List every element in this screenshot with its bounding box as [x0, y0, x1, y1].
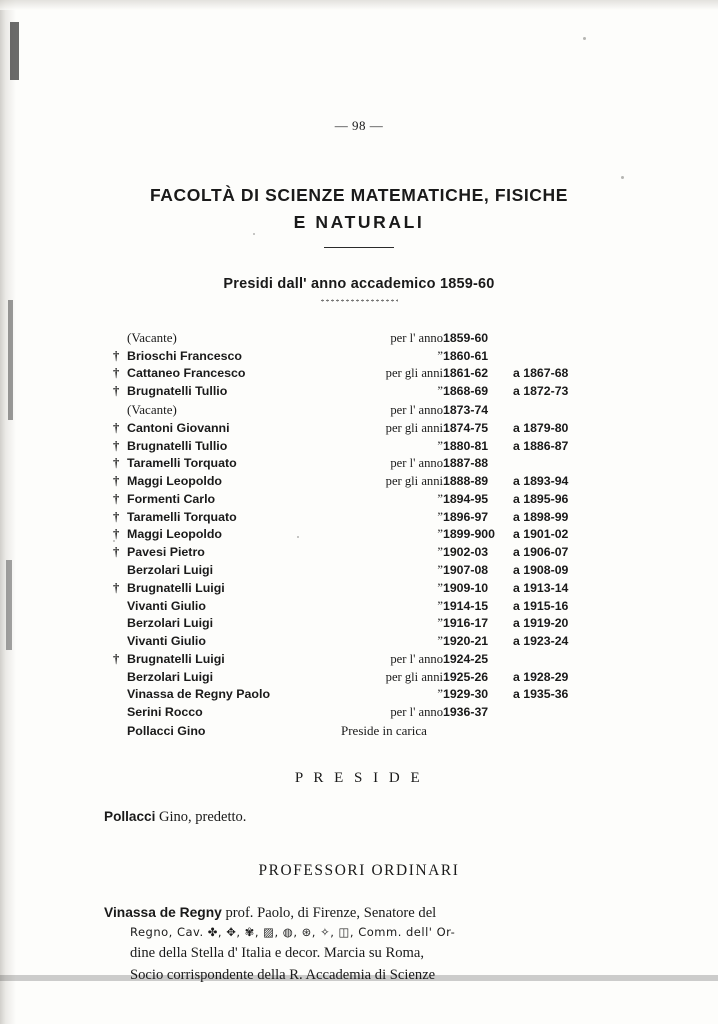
preside-years-end: a 1886-87 [513, 438, 569, 453]
ordinari-heading: PROFESSORI ORDINARI [258, 862, 460, 880]
table-row [113, 650, 605, 668]
preside-period: ” [437, 348, 443, 363]
deceased-marker [113, 597, 127, 615]
preside-period: per l' anno [390, 456, 443, 471]
faculty-title-line2: E NATURALI [293, 212, 425, 233]
deceased-marker: † [113, 509, 120, 524]
table-row [113, 597, 605, 615]
preside-years: 1902-03 [443, 545, 489, 560]
presidi-table-body [113, 328, 605, 740]
faculty-title-line1: FACOLTÀ DI SCIENZE MATEMATICHE, FISICHE [149, 185, 569, 205]
preside-name: Brugnatelli Tullio [127, 438, 228, 453]
preside-years: 1888-89 [443, 474, 489, 489]
preside-years-end: a 1893-94 [513, 474, 569, 489]
professor-line2: Regno, Cav. ✤, ✥, ✾, ▨, ◍, ⊛, ✧, ◫, Comm. dell' Or- [130, 925, 456, 940]
table-row [113, 455, 605, 473]
table-row [113, 561, 605, 579]
preside-period: ” [437, 384, 443, 399]
preside-years: 1859-60 [443, 330, 489, 345]
preside-name: Taramelli Torquato [127, 456, 237, 471]
preside-years-end: a 1879-80 [513, 420, 569, 435]
table-row [113, 473, 605, 491]
preside-years-end [513, 704, 605, 722]
preside-period: per l' anno [390, 705, 443, 720]
deceased-marker: † [113, 420, 120, 435]
table-row [113, 328, 605, 347]
deceased-marker [113, 633, 127, 651]
deceased-marker [113, 561, 127, 579]
preside-period: ” [437, 438, 443, 453]
table-row [113, 508, 605, 526]
preside-period: ” [437, 580, 443, 595]
preside-years: 1887-88 [443, 456, 489, 471]
preside-period: per gli anni [385, 420, 443, 435]
preside-name: Formenti Carlo [127, 491, 216, 506]
preside-name: Brugnatelli Luigi [127, 580, 225, 595]
page-folio: — 98 — [334, 118, 384, 133]
preside-period: per l' anno [390, 330, 443, 345]
preside-name: Brioschi Francesco [127, 348, 243, 363]
preside-period: ” [437, 545, 443, 560]
presidi-heading: Presidi dall' anno accademico 1859-60 [223, 276, 495, 293]
preside-years: 1925-26 [443, 669, 489, 684]
preside-period: ” [437, 491, 443, 506]
preside-period: per gli anni [385, 474, 443, 489]
deceased-marker: † [113, 474, 120, 489]
preside-years-end: a 1901-02 [513, 527, 569, 542]
preside-name: Taramelli Torquato [127, 509, 237, 524]
preside-years-end [513, 455, 605, 473]
presidi-table [113, 328, 605, 740]
preside-years: 1924-25 [443, 651, 489, 666]
preside-years-end: a 1919-20 [513, 616, 569, 631]
preside-years-end: a 1872-73 [513, 384, 569, 399]
preside-years: 1894-95 [443, 491, 489, 506]
preside-name: Maggi Leopoldo [127, 474, 222, 489]
preside-name: Pollacci Gino [127, 724, 206, 739]
table-row [113, 633, 605, 651]
table-row [113, 437, 605, 455]
preside-period: ” [437, 634, 443, 649]
preside-years: 1861-62 [443, 366, 489, 381]
deceased-marker: † [113, 384, 120, 399]
preside-name: (Vacante) [127, 329, 177, 345]
preside-status: Preside in carica [341, 723, 427, 739]
preside-period: ” [437, 527, 443, 542]
presidi-rule [320, 299, 398, 302]
table-row [113, 400, 605, 419]
preside-years: 1899-900 [443, 527, 495, 542]
preside-current-surname: Pollacci [104, 809, 156, 825]
deceased-marker [113, 686, 127, 704]
professor-line1: prof. Paolo, di Firenze, Senatore del [221, 905, 437, 922]
preside-years-end [513, 328, 605, 347]
preside-years: 1916-17 [443, 616, 489, 631]
preside-period: per l' anno [390, 651, 443, 666]
deceased-marker [113, 328, 127, 347]
preside-name: Maggi Leopoldo [127, 527, 222, 542]
preside-current-rest: Gino, predetto. [155, 809, 247, 826]
preside-name: Vivanti Giulio [127, 634, 206, 649]
table-row [113, 383, 605, 401]
table-row [113, 365, 605, 383]
preside-name: Pavesi Pietro [127, 545, 205, 560]
preside-years: 1860-61 [443, 348, 489, 363]
deceased-marker [113, 668, 127, 686]
preside-name: (Vacante) [127, 401, 177, 417]
preside-name: Brugnatelli Tullio [127, 384, 228, 399]
preside-period: per gli anni [385, 669, 443, 684]
deceased-marker: † [113, 491, 120, 506]
preside-name: Vivanti Giulio [127, 598, 206, 613]
preside-period: per gli anni [385, 366, 443, 381]
table-row [113, 704, 605, 722]
deceased-marker: † [113, 527, 120, 542]
preside-years: 1880-81 [443, 438, 489, 453]
preside-years-end [513, 347, 605, 365]
preside-name: Brugnatelli Luigi [127, 651, 225, 666]
professor-line4: Socio corrispondente della R. Accademia di Scienze [130, 966, 436, 983]
table-row [113, 347, 605, 365]
deceased-marker: † [113, 366, 120, 381]
deceased-marker [113, 721, 127, 740]
preside-years-end: a 1908-09 [513, 563, 569, 577]
preside-years: 1936-37 [443, 705, 489, 720]
preside-name: Cattaneo Francesco [127, 366, 246, 381]
faculty-title [0, 182, 718, 248]
preside-years-end: a 1867-68 [513, 366, 569, 381]
preside-years-end: a 1906-07 [513, 545, 569, 560]
table-row [113, 490, 605, 508]
preside-name: Cantoni Giovanni [127, 420, 230, 435]
preside-years-end: a 1895-96 [513, 491, 569, 506]
preside-name: Serini Rocco [127, 705, 203, 720]
preside-years: 1907-08 [443, 563, 489, 577]
preside-name: Berzolari Luigi [127, 669, 214, 684]
preside-years-end: a 1923-24 [513, 634, 569, 649]
table-row [113, 579, 605, 597]
preside-period: ” [437, 509, 443, 524]
preside-period: ” [437, 616, 443, 631]
preside-period: ” [437, 598, 443, 613]
preside-years-end: a 1935-36 [513, 687, 569, 702]
preside-name: Berzolari Luigi [127, 616, 214, 631]
preside-heading: P R E S I D E [294, 770, 424, 787]
professor-entry [104, 902, 606, 986]
deceased-marker [113, 615, 127, 633]
preside-name: Vinassa de Regny Paolo [127, 687, 271, 702]
deceased-marker [113, 400, 127, 419]
deceased-marker: † [113, 348, 120, 363]
preside-years: 1914-15 [443, 598, 489, 613]
preside-years-end: a 1928-29 [513, 669, 569, 684]
table-row [113, 544, 605, 562]
preside-years: 1929-30 [443, 687, 489, 702]
preside-period: ” [437, 563, 443, 577]
preside-name: Berzolari Luigi [127, 563, 214, 577]
preside-years: 1896-97 [443, 509, 489, 524]
preside-years: 1909-10 [443, 580, 489, 595]
table-row [113, 668, 605, 686]
deceased-marker: † [113, 580, 120, 595]
preside-years: 1874-75 [443, 420, 489, 435]
preside-period: per l' anno [390, 402, 443, 417]
professor-surname: Vinassa de Regny [104, 905, 222, 921]
preside-years-end [513, 650, 605, 668]
preside-years-end: a 1915-16 [513, 598, 569, 613]
professor-line3: dine della Stella d' Italia e decor. Marcia su Roma, [130, 944, 424, 961]
table-row [113, 526, 605, 544]
deceased-marker: † [113, 456, 120, 471]
deceased-marker [113, 704, 127, 722]
preside-years-end: a 1898-99 [513, 509, 569, 524]
deceased-marker: † [113, 438, 120, 453]
preside-years-end: a 1913-14 [513, 580, 569, 595]
table-row [113, 419, 605, 437]
table-row [113, 615, 605, 633]
preside-years: 1873-74 [443, 402, 489, 417]
preside-current [104, 809, 718, 826]
preside-period: ” [437, 687, 443, 702]
title-rule [324, 247, 394, 248]
table-row [113, 686, 605, 704]
preside-years-end [513, 400, 605, 419]
deceased-marker: † [113, 651, 120, 666]
preside-years: 1920-21 [443, 634, 489, 649]
deceased-marker: † [113, 545, 120, 560]
table-row [113, 721, 605, 740]
preside-years: 1868-69 [443, 384, 489, 399]
